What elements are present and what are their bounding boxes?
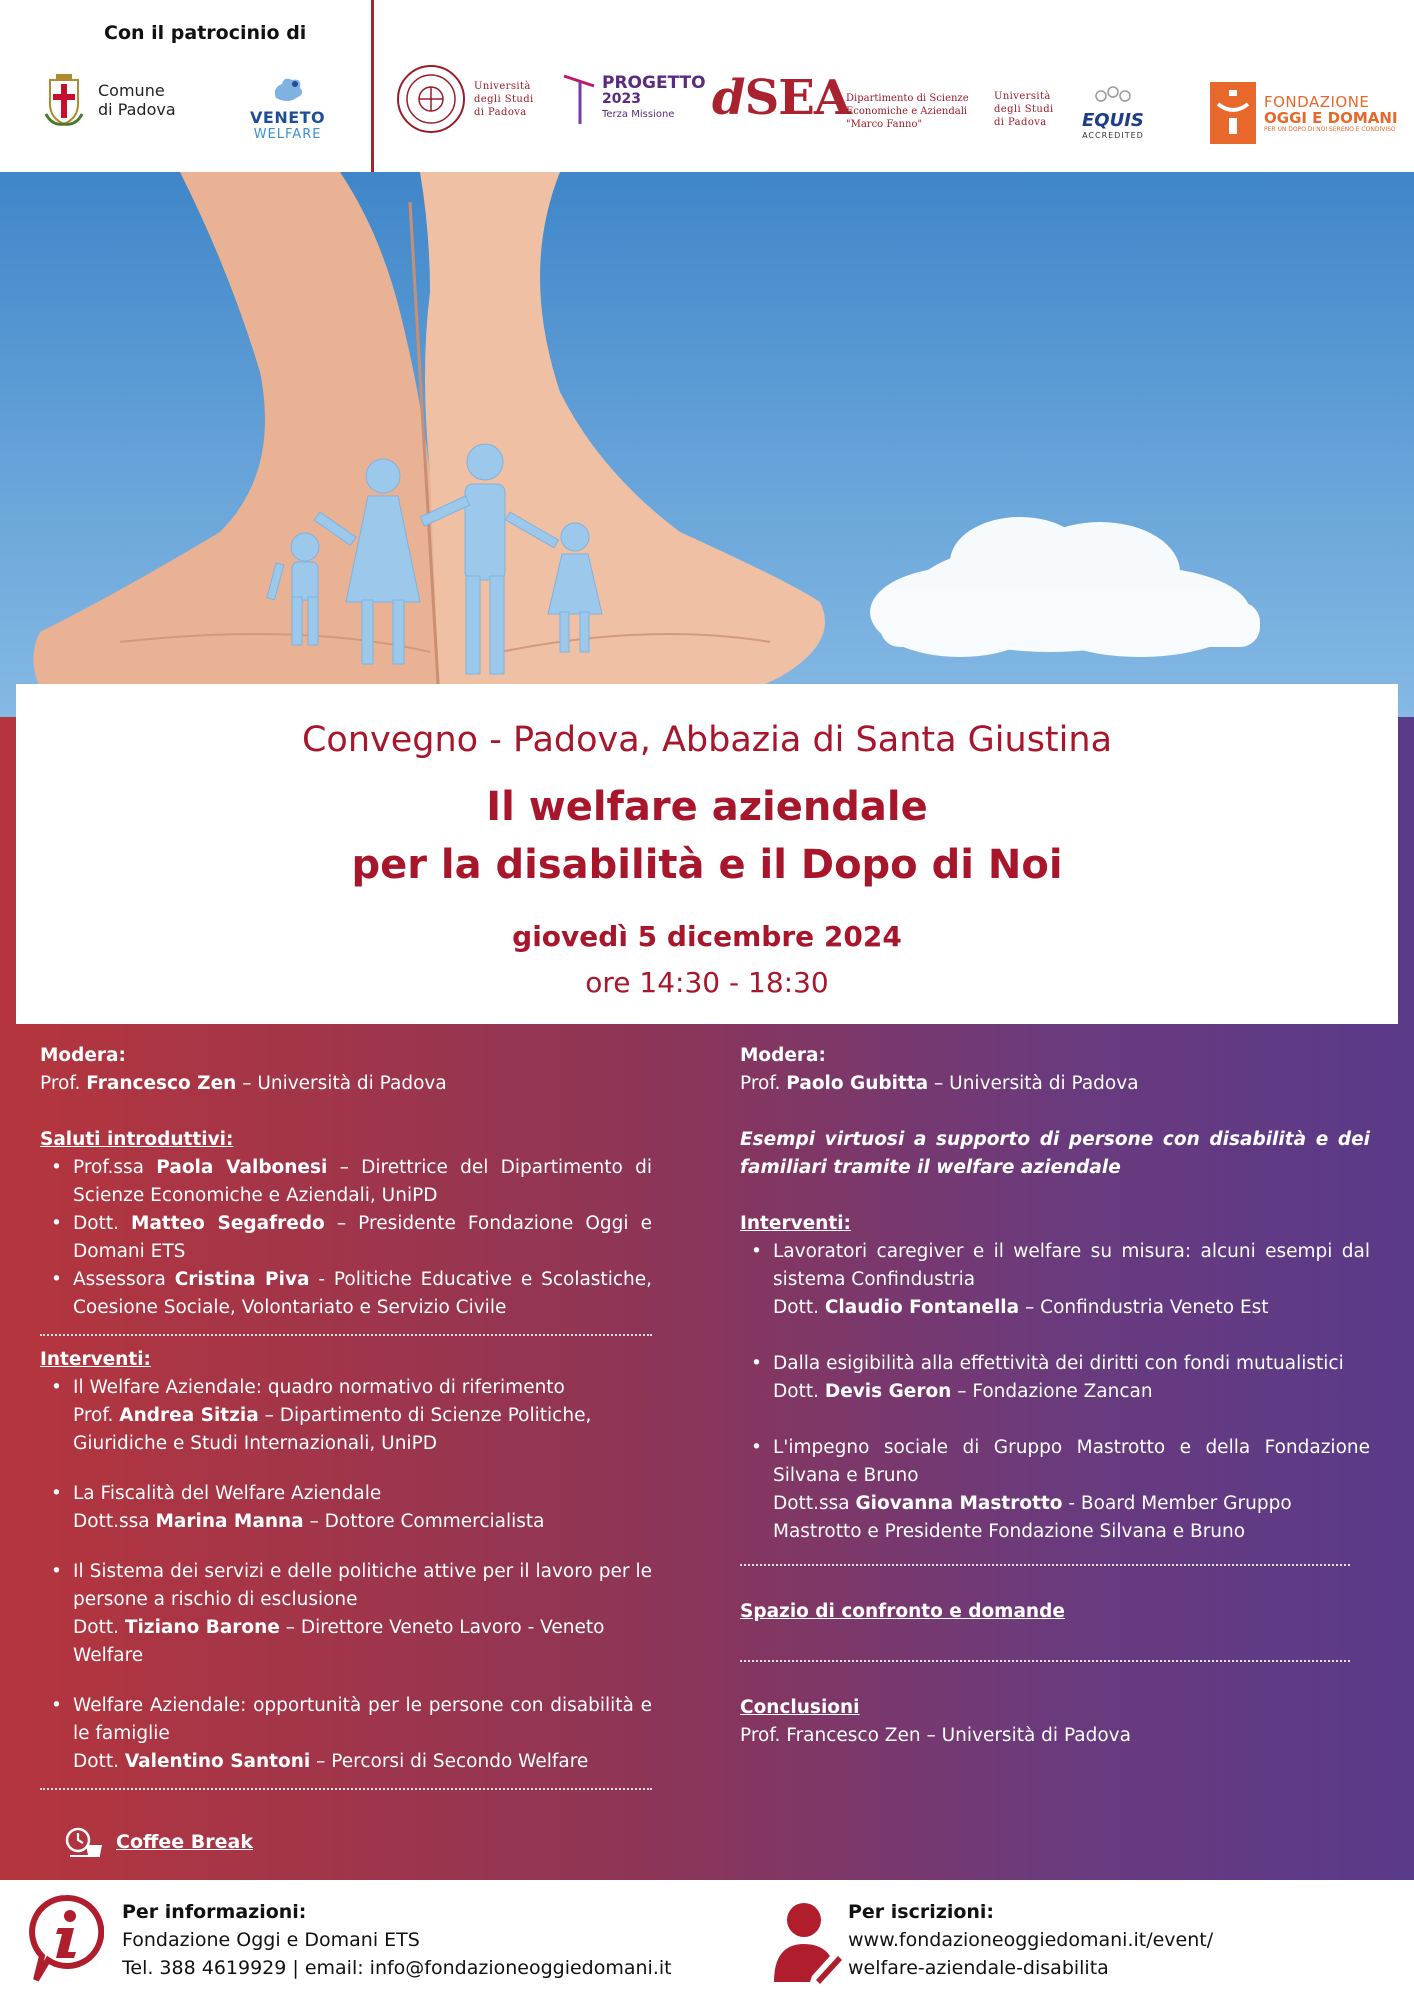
saluti-list	[40, 1154, 652, 1322]
comune-line1: Comune	[98, 81, 165, 100]
fondazione-line3: PER UN DOPO DI NOI SERENO E CONDIVISO	[1264, 125, 1396, 133]
dept-logo	[846, 92, 969, 131]
unipd-line2: degli Studi	[474, 93, 534, 105]
unipd-line3: di Padova	[474, 106, 527, 118]
speaker-role: – Dipartimento di Scienze Politiche, Giuridiche e Studi Internazionali, UniPD	[73, 1405, 592, 1454]
progetto-arrow-icon	[562, 72, 596, 126]
coffee-break	[64, 1826, 253, 1858]
dept-line2: Economiche e Aziendali	[846, 106, 968, 117]
speaker-title: Assessora	[73, 1269, 166, 1290]
left-interventi-list	[40, 1374, 652, 1776]
conclusioni-label: Conclusioni	[740, 1697, 860, 1718]
speaker-name: Paola Valbonesi	[156, 1157, 328, 1178]
speaker-name: Valentino Santoni	[124, 1751, 311, 1772]
spazio-label: Spazio di confronto e domande	[740, 1601, 1065, 1622]
talk-speaker	[773, 1294, 1370, 1322]
left-moderator-name: Francesco Zen	[86, 1073, 237, 1094]
list-item	[40, 1558, 652, 1670]
right-moderator-affiliation: – Università di Padova	[928, 1073, 1139, 1094]
speaker-role: – Dottore Commercialista	[303, 1511, 545, 1532]
right-moderator-title: Prof.	[740, 1073, 781, 1094]
dept-line3: "Marco Fanno"	[846, 119, 923, 130]
speaker-role: – Confindustria Veneto Est	[1019, 1297, 1269, 1318]
speaker-name: Giovanna Mastrotto	[855, 1493, 1063, 1514]
equis-logo	[1082, 84, 1144, 140]
speaker-role: - Board Member Gruppo Mastrotto e Presidente Fondazione Silvana e Bruno	[773, 1493, 1292, 1542]
right-interventi-label: Interventi:	[740, 1213, 851, 1234]
right-modera-label: Modera:	[740, 1045, 826, 1066]
info-contacts[interactable]: Tel. 388 4619929 | email: info@fondazioneoggiedomani.it	[122, 1957, 672, 1979]
fondazione-line1: FONDAZIONE	[1264, 92, 1370, 111]
right-moderator-name: Paolo Gubitta	[786, 1073, 929, 1094]
progetto-line3: Terza Missione	[602, 109, 675, 120]
talk-speaker	[73, 1614, 652, 1670]
program-right-column	[740, 1042, 1370, 1750]
right-moderator	[740, 1070, 1370, 1098]
unipd-text-logo	[994, 90, 1054, 129]
speaker-name: Matteo Segafredo	[131, 1213, 325, 1234]
info-block	[122, 1898, 672, 1982]
conclusioni-text: Prof. Francesco Zen – Università di Padova	[740, 1725, 1131, 1746]
speaker-title: Dott.	[773, 1381, 819, 1402]
info-icon	[28, 1894, 104, 1984]
speaker-name: Claudio Fontanella	[824, 1297, 1020, 1318]
speaker-role: – Percorsi di Secondo Welfare	[310, 1751, 589, 1772]
event-date: giovedì 5 dicembre 2024	[512, 920, 902, 953]
speaker-title: Dott.	[73, 1751, 119, 1772]
speaker-role: - Politiche Educative e Scolastiche, Coesione Sociale, Volontariato e Servizio Civile	[73, 1269, 652, 1318]
talk-speaker	[73, 1508, 652, 1536]
unipd-line1: Università	[474, 80, 531, 92]
unipd-seal-icon	[396, 64, 466, 134]
left-moderator-title: Prof.	[40, 1073, 81, 1094]
talk-topic: • Dalla esigibilità alla effettività dei diritti con fondi mutualistici	[773, 1353, 1344, 1374]
speaker-title: Dott.ssa	[773, 1493, 850, 1514]
dotted-divider	[740, 1564, 1350, 1566]
speaker-title: Prof.	[73, 1405, 114, 1426]
speaker-title: Dott.	[73, 1617, 119, 1638]
fondazione-emblem-icon	[1210, 82, 1256, 144]
list-item	[40, 1692, 652, 1776]
saluti-label: Saluti introduttivi:	[40, 1129, 234, 1150]
fondazione-logo	[1210, 82, 1398, 144]
unipd2-line3: di Padova	[994, 117, 1047, 128]
speaker-role: – Direttore Veneto Lavoro - Veneto Welfare	[73, 1617, 605, 1666]
left-modera-label: Modera:	[40, 1045, 126, 1066]
speaker-name: Tiziano Barone	[124, 1617, 280, 1638]
dotted-divider	[40, 1334, 652, 1336]
footer	[0, 1880, 1414, 2000]
event-title-line1: Il welfare aziendale	[486, 784, 928, 830]
progetto-line1: PROGETTO	[602, 73, 706, 93]
sponsor-header	[0, 0, 1414, 172]
info-label: Per informazioni:	[122, 1901, 307, 1923]
dotted-divider	[40, 1788, 652, 1790]
list-item	[40, 1154, 652, 1210]
dsea-d: d	[712, 70, 745, 126]
hands-family-illustration	[0, 172, 1414, 717]
event-title-line2: per la disabilità e il Dopo di Noi	[351, 842, 1063, 888]
registration-url-line1[interactable]: www.fondazioneoggiedomani.it/event/	[848, 1929, 1214, 1951]
speaker-title: Dott.	[73, 1213, 119, 1234]
list-item	[740, 1238, 1370, 1322]
right-interventi-list	[740, 1238, 1370, 1546]
registration-url-line2[interactable]: welfare-aziendale-disabilita	[848, 1957, 1109, 1979]
talk-topic: • Welfare Aziendale: opportunità per le persone con disabilità e le famiglie	[73, 1695, 652, 1744]
talk-speaker	[73, 1402, 652, 1458]
speaker-role: – Presidente Fondazione Oggi e Domani ETS	[73, 1213, 652, 1262]
equis-star-icon	[1093, 84, 1133, 106]
speaker-name: Marina Manna	[155, 1511, 304, 1532]
talk-speaker	[73, 1748, 652, 1776]
talk-topic: • L'impegno sociale di Gruppo Mastrotto e della Fondazione Silvana e Bruno	[773, 1437, 1370, 1486]
padova-crest-icon	[44, 74, 84, 126]
talk-topic: • Il Sistema dei servizi e delle politiche attive per il lavoro per le persone a rischio di esclusione	[73, 1561, 652, 1610]
list-item	[40, 1210, 652, 1266]
speaker-name: Devis Geron	[824, 1381, 952, 1402]
progetto-line2: 2023	[602, 91, 641, 107]
list-item	[740, 1350, 1370, 1406]
talk-speaker	[773, 1490, 1370, 1546]
user-register-icon	[772, 1900, 842, 1984]
unipd2-line1: Università	[994, 91, 1051, 102]
progetto-logo	[562, 72, 706, 126]
unipd2-line2: degli Studi	[994, 104, 1054, 115]
registration-block	[848, 1898, 1213, 1982]
equis-line1: EQUIS	[1082, 110, 1144, 131]
veneto-region-icon	[268, 74, 308, 104]
veneto-line2: WELFARE	[253, 127, 322, 142]
left-moderator-affiliation: – Università di Padova	[236, 1073, 447, 1094]
dept-line1: Dipartimento di Scienze	[846, 93, 969, 104]
event-subtitle: Convegno - Padova, Abbazia di Santa Giustina	[301, 720, 1113, 760]
speaker-role: – Direttrice del Dipartimento di Scienze Economiche e Aziendali, UniPD	[73, 1157, 652, 1206]
hero-image	[0, 172, 1414, 717]
speaker-name: Andrea Sitzia	[119, 1405, 259, 1426]
talk-topic: • La Fiscalità del Welfare Aziendale	[73, 1483, 382, 1504]
title-card	[16, 684, 1398, 1024]
list-item	[40, 1480, 652, 1536]
comune-padova-logo	[44, 74, 176, 126]
coffee-clock-icon	[64, 1826, 104, 1858]
list-item	[40, 1374, 652, 1458]
veneto-line1: VENETO	[250, 108, 326, 127]
speaker-title: Dott.ssa	[73, 1511, 150, 1532]
comune-line2: di Padova	[98, 100, 176, 119]
coffee-break-label: Coffee Break	[116, 1831, 253, 1853]
info-org: Fondazione Oggi e Domani ETS	[122, 1929, 420, 1951]
unipd-logo	[396, 64, 534, 134]
left-moderator	[40, 1070, 652, 1098]
speaker-name: Cristina Piva	[174, 1269, 310, 1290]
registration-label: Per iscrizioni:	[848, 1901, 995, 1923]
patrocinio-label: Con il patrocinio di	[104, 22, 307, 44]
talk-speaker	[773, 1378, 1370, 1406]
speaker-title: Prof.ssa	[73, 1157, 145, 1178]
list-item	[40, 1266, 652, 1322]
list-item	[740, 1434, 1370, 1546]
left-interventi-label: Interventi:	[40, 1349, 151, 1370]
right-intro: Esempi virtuosi a supporto di persone con disabilità e dei familiari tramite il welfare aziendale	[740, 1129, 1370, 1178]
dsea-rest: SEA	[744, 70, 851, 126]
fondazione-line2: OGGI E DOMANI	[1264, 108, 1398, 127]
dsea-logo	[712, 70, 850, 126]
talk-topic: • Il Welfare Aziendale: quadro normativo di riferimento	[73, 1377, 565, 1398]
dotted-divider	[740, 1660, 1350, 1662]
speaker-role: – Fondazione Zancan	[951, 1381, 1153, 1402]
header-divider	[371, 0, 374, 172]
cloud-shape	[870, 517, 1260, 657]
program-left-column	[40, 1042, 652, 1800]
talk-topic: • Lavoratori caregiver e il welfare su misura: alcuni esempi dal sistema Confindustria	[773, 1241, 1370, 1290]
veneto-welfare-logo	[250, 74, 325, 142]
speaker-title: Dott.	[773, 1297, 819, 1318]
event-time: ore 14:30 - 18:30	[585, 966, 829, 999]
equis-line2: ACCREDITED	[1082, 131, 1144, 140]
